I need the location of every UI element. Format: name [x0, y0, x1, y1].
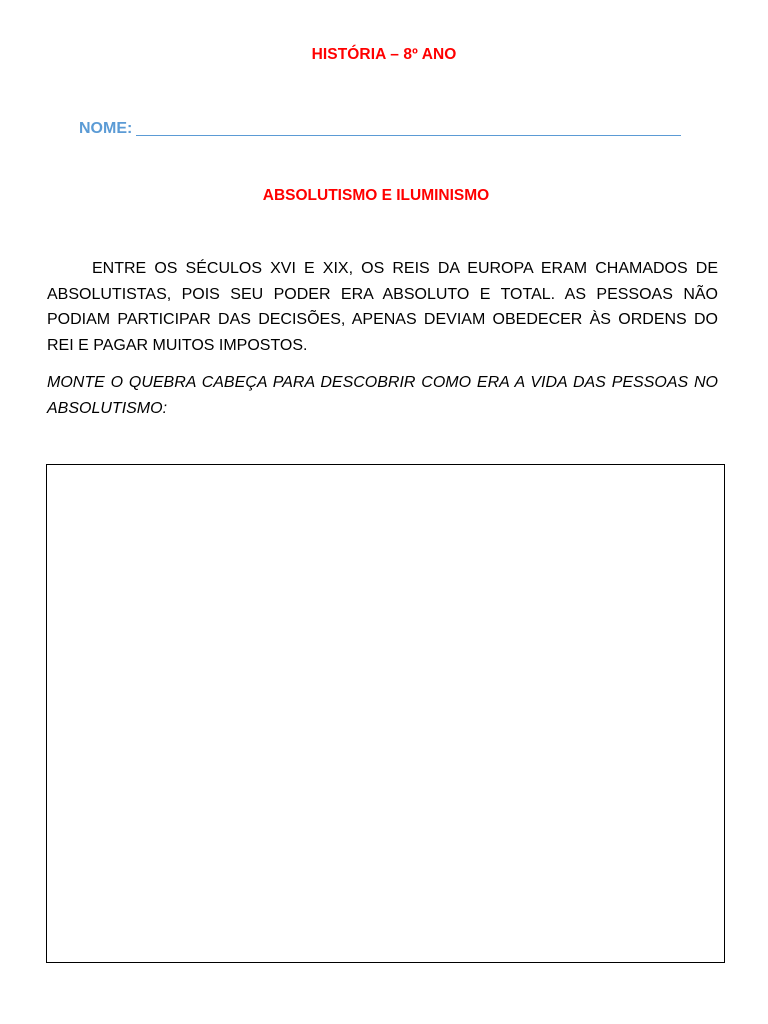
name-blank-line[interactable]: [136, 120, 681, 136]
name-label: NOME:: [79, 120, 133, 137]
name-field[interactable]: [79, 117, 681, 138]
section-title: ABSOLUTISMO E ILUMINISMO: [262, 187, 490, 204]
page-header-title: HISTÓRIA – 8º ANO: [311, 46, 457, 63]
puzzle-instruction: MONTE O QUEBRA CABEÇA PARA DESCOBRIR COMO ERA A VIDA DAS PESSOAS NO ABSOLUTISMO:: [47, 374, 718, 417]
puzzle-assembly-area[interactable]: [46, 464, 725, 963]
intro-paragraph: ENTRE OS SÉCULOS XVI E XIX, OS REIS DA EUROPA ERAM CHAMADOS DE ABSOLUTISTAS, POIS SEU PODER ERA ABSOLUTO E TOTAL. AS PESSOAS NÃO PODIAM PARTICIPAR DAS DECISÕES, APENAS DEVIAM OBEDECER ÀS ORDENS DO REI E PAGAR MUITOS IMPOSTOS.: [47, 260, 718, 354]
